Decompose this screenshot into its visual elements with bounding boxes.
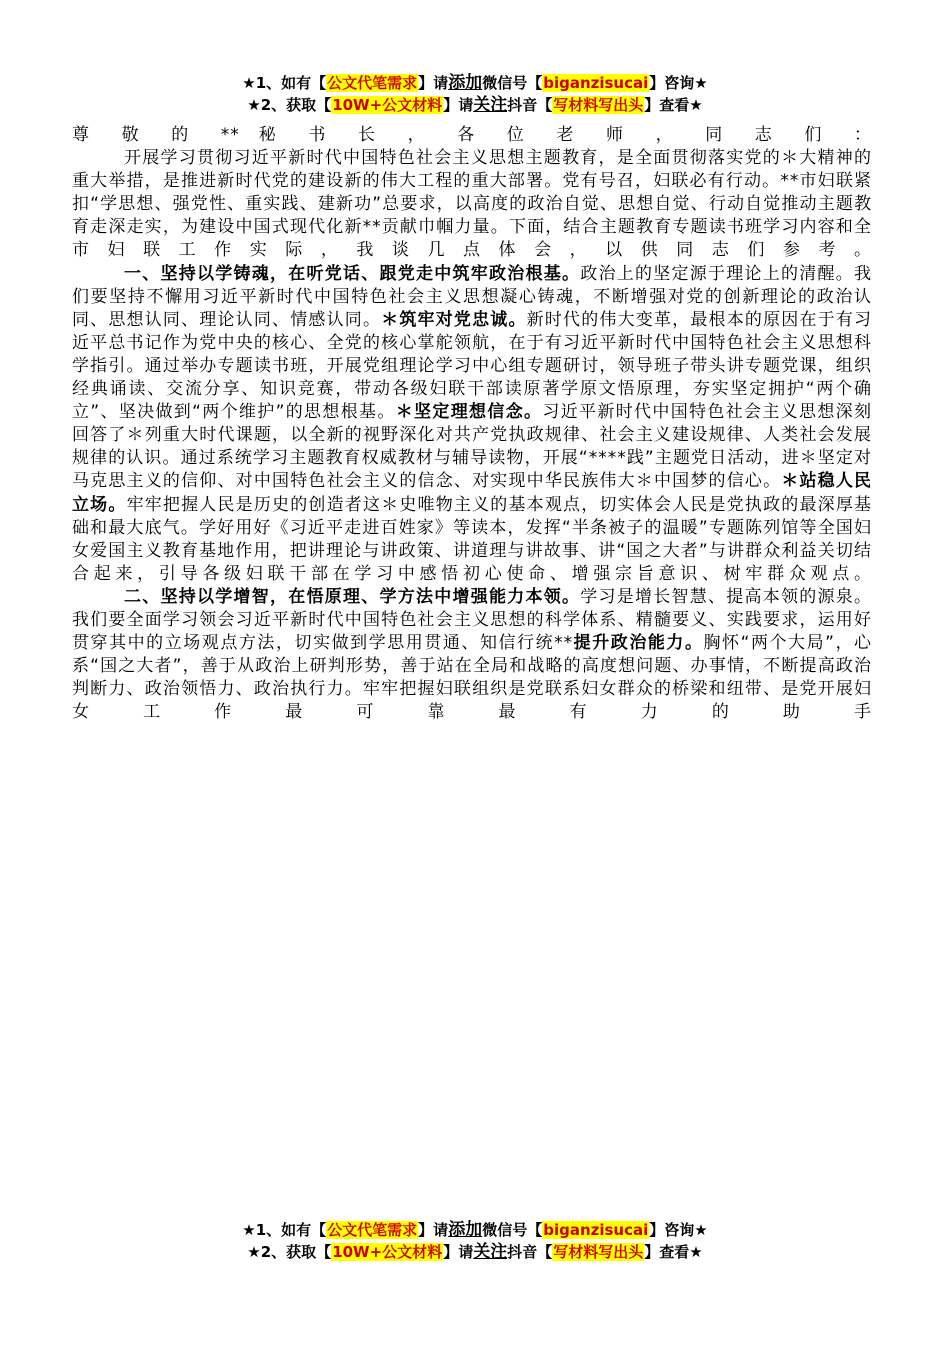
section-2-point-1: 提升政治能力。	[573, 633, 704, 654]
promo-emphasis: 添加	[448, 73, 483, 93]
promo-emphasis: 关注	[473, 95, 508, 115]
section-2-heading: 二、坚持以学增智，在悟原理、学方法中增强能力本领。	[124, 586, 581, 607]
promo-emphasis: 关注	[473, 1242, 508, 1262]
wechat-id-highlight: biganzisucai	[543, 74, 649, 92]
promo-text: 】请	[418, 74, 449, 92]
promo-text: 】请	[443, 96, 474, 114]
section-1-text: 新时代的伟大变革，最根本的原因在于有习近平总书记作为党中央的核心、全党的核心掌舵领航，在于有习近平新时代中国特色社会主义思想科学指引。通过举办专题读书班，开展党组理论学习中心组专题研讨，领导班子带头讲专题党课，组织经典诵读、交流分享、知识竞赛，带动各级妇联干部读原著学原文悟原理，夯实坚定拥护“两个确立”、坚决做到“两个维护”的思想根基。	[72, 309, 873, 423]
section-1-text: 牢牢把握人民是历史的创造者这＊史唯物主义的基本观点，切实体会人民是党执政的最深厚基础和最大底气。学好用好《习近平走进百姓家》等读本，发挥“半条被子的温暖”专题陈列馆等全国妇女爱国主义教育基地作用，把讲理论与讲政策、讲道理与讲故事、讲“国之大者”与讲群众利益关切结合起来，引导各级妇联干部在学习中感悟初心使命、增强宗旨意识、树牢群众观点。	[72, 494, 873, 584]
douyin-account-highlight: 写材料写出头	[553, 1243, 644, 1261]
promo-text: 抖音【	[507, 1243, 553, 1261]
promo-text: 微信号【	[482, 74, 543, 92]
section-2-text: 学习是增长智慧、提高本领的源泉。我们要全面学习领会习近平新时代中国特色社会主义思想的科学体系、精髓要义、实践要求，运用好贯穿其中的立场观点方法，切实做到学思用贯通、知信行统**	[72, 586, 872, 654]
section-1-point-2: ＊坚定理想信念。	[395, 402, 543, 423]
section-2-paragraph	[72, 586, 872, 725]
salutation: 尊 敬 的 ** 秘 书 长 ， 各 位 老 师 ， 同 志 们 ：	[72, 125, 872, 145]
promo-text: ★1、如有【	[242, 1221, 327, 1239]
document-body	[72, 124, 872, 724]
promo-text: 】咨询★	[649, 1221, 708, 1239]
promo-text: ★1、如有【	[242, 74, 327, 92]
section-1-text: 习近平新时代中国特色社会主义思想深刻回答了＊列重大时代课题，以全新的视野深化对共产党执政规律、社会主义建设规律、人类社会发展规律的认识。通过系统学习主题教育权威教材与辅导读物，开展“****践”主题党日活动，进＊坚定对马克思主义的信仰、对中国特色社会主义的信念、对实现中华民族伟大＊中国梦的信心。	[72, 402, 873, 492]
section-1-point-3: ＊站稳人民立场。	[72, 471, 873, 515]
section-2-text: 胸怀“两个大局”，心系“国之大者”，善于从政治上研判形势，善于站在全局和战略的高度想问题、办事情，不断提高政治判断力、政治领悟力、政治执行力。牢牢把握妇联组织是党联系妇女群众的桥梁和纽带、是党开展妇女工作最可靠最有力的助手	[72, 633, 873, 723]
promo-text: 】查看★	[644, 96, 703, 114]
promo-text: 】查看★	[644, 1243, 703, 1261]
promo-text: 】请	[418, 1221, 449, 1239]
promo-text: 】咨询★	[649, 74, 708, 92]
promo-highlight: 10W+公文材料	[332, 96, 443, 114]
promo-line-2	[0, 1241, 950, 1263]
intro-paragraph: 开展学习贯彻习近平新时代中国特色社会主义思想主题教育，是全面贯彻落实党的＊大精神的重大举措，是推进新时代党的建设新的伟大工程的重大部署。党有号召，妇联必有行动。**市妇联紧扣“学思想、强党性、重实践、建新功”总要求，以高度的政治自觉、思想自觉、行动自觉推动主题教育走深走实，为建设中国式现代化新**贡献巾帼力量。下面，结合主题教育专题读书班学习内容和全市妇联工作实际，我谈几点体会，以供同志们参考。	[72, 148, 872, 261]
promo-line-2	[0, 94, 950, 116]
promo-text: 】请	[443, 1243, 474, 1261]
wechat-id-highlight: biganzisucai	[543, 1221, 649, 1239]
promo-text: 微信号【	[482, 1221, 543, 1239]
promo-banner-bottom	[0, 1219, 950, 1263]
promo-text: 抖音【	[507, 96, 553, 114]
promo-highlight: 公文代笔需求	[327, 1221, 418, 1239]
promo-text: ★2、获取【	[247, 96, 332, 114]
section-1-point-1: ＊筑牢对党忠诚。	[381, 309, 527, 330]
douyin-account-highlight: 写材料写出头	[553, 96, 644, 114]
promo-text: ★2、获取【	[247, 1243, 332, 1261]
promo-highlight: 10W+公文材料	[332, 1243, 443, 1261]
promo-highlight: 公文代笔需求	[327, 74, 418, 92]
promo-emphasis: 添加	[448, 1220, 483, 1240]
promo-line-1	[0, 1219, 950, 1241]
promo-banner-top	[0, 72, 950, 116]
section-1-paragraph	[72, 263, 872, 586]
section-1-heading: 一、坚持以学铸魂，在听党话、跟党走中筑牢政治根基。	[124, 263, 581, 284]
promo-line-1	[0, 72, 950, 94]
section-1-text: 政治上的坚定源于理论上的清醒。我们要坚持不懈用习近平新时代中国特色社会主义思想凝心铸魂，不断增强对党的创新理论的政治认同、思想认同、理论认同、情感认同。	[72, 263, 872, 330]
